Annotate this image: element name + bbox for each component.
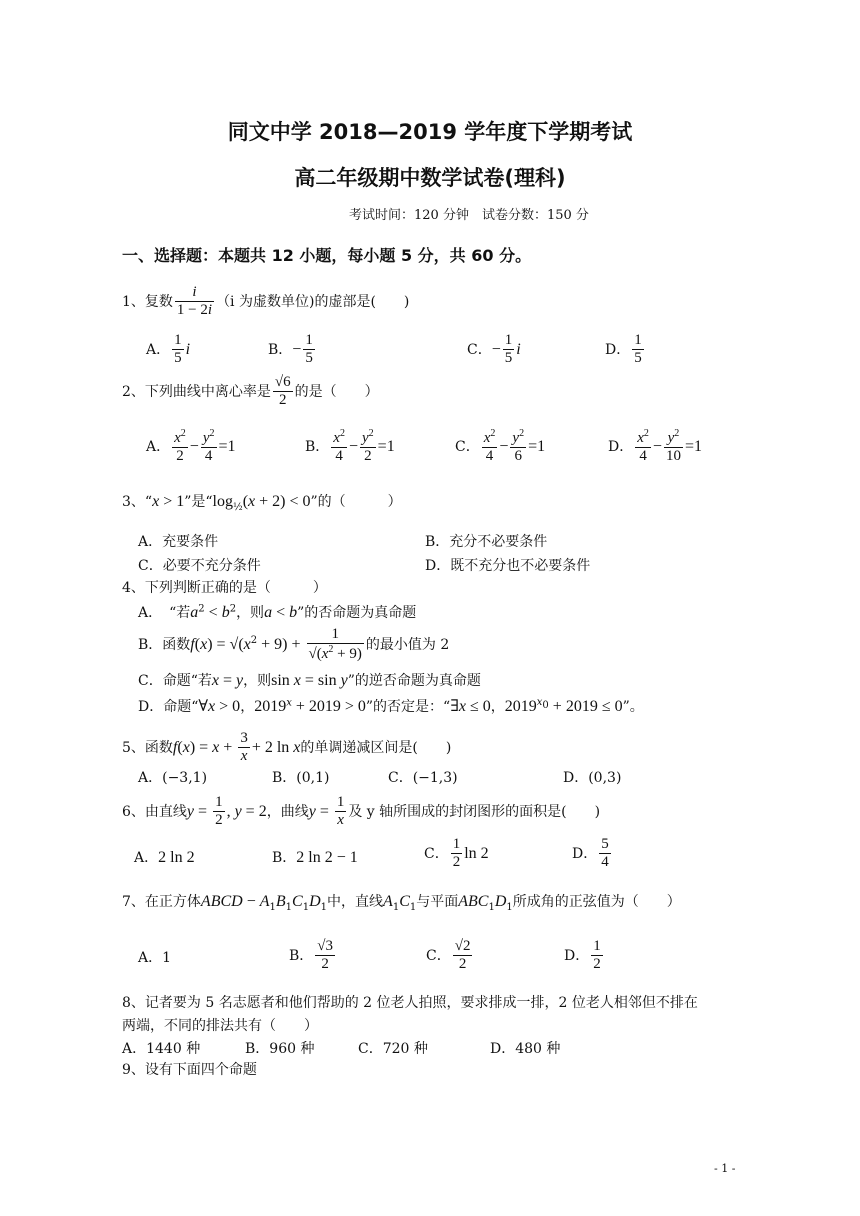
q4-option-a: A． “若$a^2 < b^2$，则a < b”的否命题为真命题 <box>138 603 417 621</box>
q8-option-a: A．1440 种 <box>122 1041 201 1057</box>
q5-option-d: D．(0,3) <box>563 770 622 786</box>
question-2: 2、下列曲线中离心率是 $\frac{√6}{2}$ 的是（ ） <box>122 374 379 409</box>
q6-option-d: D． $\frac{5}{4}$ <box>572 836 609 871</box>
q3-option-a: A．充要条件 <box>138 534 219 550</box>
q4-option-c: C．命题“若x = y，则sin x = sin y”的逆否命题为真命题 <box>138 672 481 689</box>
question-5: 5、函数f(x) = x + $\frac{3}{x}$ + 2 ln x的单调递减区间是( ) <box>122 730 452 765</box>
question-4: 4、下列判断正确的是（ ） <box>122 580 327 596</box>
question-6: 6、由直线y = $\frac{1}{2}$ , y = 2，曲线y = $\frac{1}{x}$ 及 y 轴所围成的封闭图形的面积是( ) <box>122 794 601 829</box>
question-3: 3、“x > 1”是“$\log_{\frac{1}{2}}(x + 2) < 0$”的（ ） <box>122 493 402 513</box>
q2-option-c: C． $\frac{x^2}{4}$ − $\frac{y^2}{6}$ =1 <box>455 428 546 465</box>
q1-option-d: D． $\frac{1}{5}$ <box>605 332 642 367</box>
q1-option-c: C．− $\frac{1}{5}$ i <box>467 332 521 367</box>
q3-option-d: D．既不充分也不必要条件 <box>425 558 591 574</box>
question-8-line-2: 两端，不同的排法共有（ ） <box>122 1018 318 1034</box>
q4-option-b: B．函数$f(x) = √(x^2 + 9)$ + $\frac{1}{√(x^2 + 9)}$ 的最小值为 2 <box>138 626 450 663</box>
q6-option-a: A．2 ln 2 <box>134 849 195 866</box>
q3-option-c: C．必要不充分条件 <box>138 558 261 574</box>
question-7: 7、在正方体ABCD − $A_1B_1C_1D_1$中，直线$A_1C_1$与平面$ABC_1D_1$所成角的正弦值为（ ） <box>122 893 681 913</box>
exam-subtitle: 高二年级期中数学试卷(理科) <box>294 166 566 190</box>
q8-option-d: D．480 种 <box>490 1041 561 1057</box>
q4-option-d: D．命题“∀x > 0，$2019^x + 2019 > 0$”的否定是：“∃x ≤ 0，$2019^{x_0} + 2019 \le 0$”。 <box>138 697 644 715</box>
q6-option-c: C． $\frac{1}{2}$ ln 2 <box>424 836 489 871</box>
q8-option-c: C．720 种 <box>358 1041 428 1057</box>
question-1: 1、复数 $\frac{i}{1 - 2i}$ （i 为虚数单位)的虚部是( ) <box>122 284 410 319</box>
q7-option-a: A．1 <box>138 950 172 966</box>
q2-option-d: D． $\frac{x^2}{4}$ − $\frac{y^2}{10}$ =1 <box>608 428 702 465</box>
q7-option-b: B． $\frac{√3}{2}$ <box>289 938 334 973</box>
q5-option-a: A．(−3,1) <box>138 770 208 786</box>
q3-option-b: B．充分不必要条件 <box>425 534 548 550</box>
fraction: $\frac{i}{1 - 2i}$ <box>176 284 213 319</box>
question-9: 9、设有下面四个命题 <box>122 1062 257 1078</box>
q7-option-c: C． $\frac{√2}{2}$ <box>426 938 471 973</box>
q5-option-c: C．(−1,3) <box>388 770 458 786</box>
section-title: 一、选择题：本题共 12 小题，每小题 5 分，共 60 分。 <box>122 246 532 265</box>
question-8-line-1: 8、记者要为 5 名志愿者和他们帮助的 2 位老人拍照，要求排成一排，2 位老人相邻但不排在 <box>122 995 698 1011</box>
q2-option-a: A． $\frac{x^2}{2}$ − $\frac{y^2}{4}$ =1 <box>146 428 236 465</box>
page-number: - 1 - <box>714 1162 736 1175</box>
exam-info: 考试时间：120 分钟 试卷分数：150 分 <box>349 208 589 223</box>
q6-option-b: B．2 ln 2 − 1 <box>272 849 358 866</box>
q1-option-a: A． $\frac{1}{5}$ i <box>146 332 191 367</box>
q8-option-b: B．960 种 <box>245 1041 315 1057</box>
q7-option-d: D． $\frac{1}{2}$ <box>564 938 601 973</box>
exam-title: 同文中学 2018—2019 学年度下学期考试 <box>227 120 633 144</box>
q2-option-b: B． $\frac{x^2}{4}$ − $\frac{y^2}{2}$ =1 <box>305 428 395 465</box>
q5-option-b: B．(0,1) <box>272 770 330 786</box>
q1-option-b: B．− $\frac{1}{5}$ <box>268 332 313 367</box>
